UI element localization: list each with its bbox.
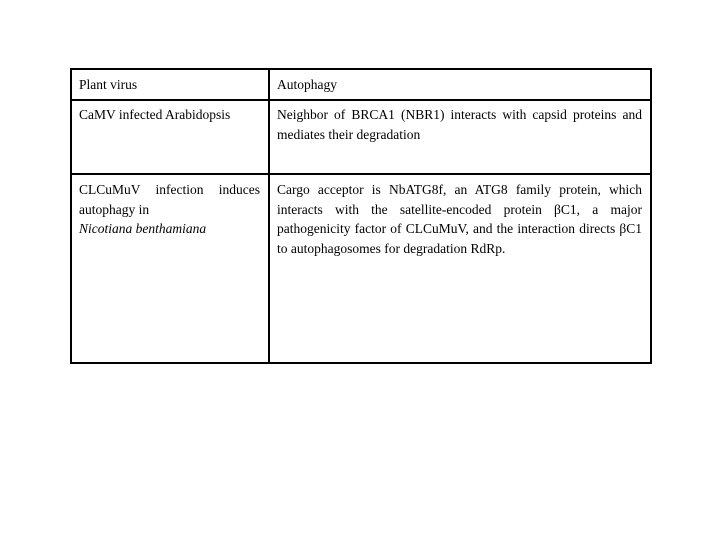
header-cell-autophagy — [269, 69, 651, 100]
virus-text: CaMV infected Arabidopsis — [79, 107, 231, 122]
virus-autophagy-table — [70, 68, 652, 364]
virus-host-species: Nicotiana benthamiana — [79, 221, 207, 236]
table-row — [71, 174, 651, 363]
header-plant-virus: Plant virus — [79, 77, 138, 92]
table-cell-virus — [71, 174, 269, 363]
virus-cell-content — [72, 175, 268, 243]
table-cell-virus — [71, 100, 269, 174]
virus-text: CLCuMuV infection induces autophagy in — [79, 182, 260, 217]
table-cell-autophagy — [269, 100, 651, 174]
autophagy-text: Cargo acceptor is NbATG8f, an ATG8 family protein, which interacts with the satellite-encoded protein βC1, a major pathogenicity factor of CLCuMuV, and the interaction directs βC1 to autophagosomes for degradation RdRp. — [277, 182, 642, 256]
table-row — [71, 100, 651, 174]
table-header-row — [71, 69, 651, 100]
table-cell-autophagy — [269, 174, 651, 363]
header-cell-plant-virus — [71, 69, 269, 100]
header-autophagy: Autophagy — [277, 77, 337, 92]
autophagy-text: Neighbor of BRCA1 (NBR1) interacts with capsid proteins and mediates their degradation — [277, 107, 642, 142]
